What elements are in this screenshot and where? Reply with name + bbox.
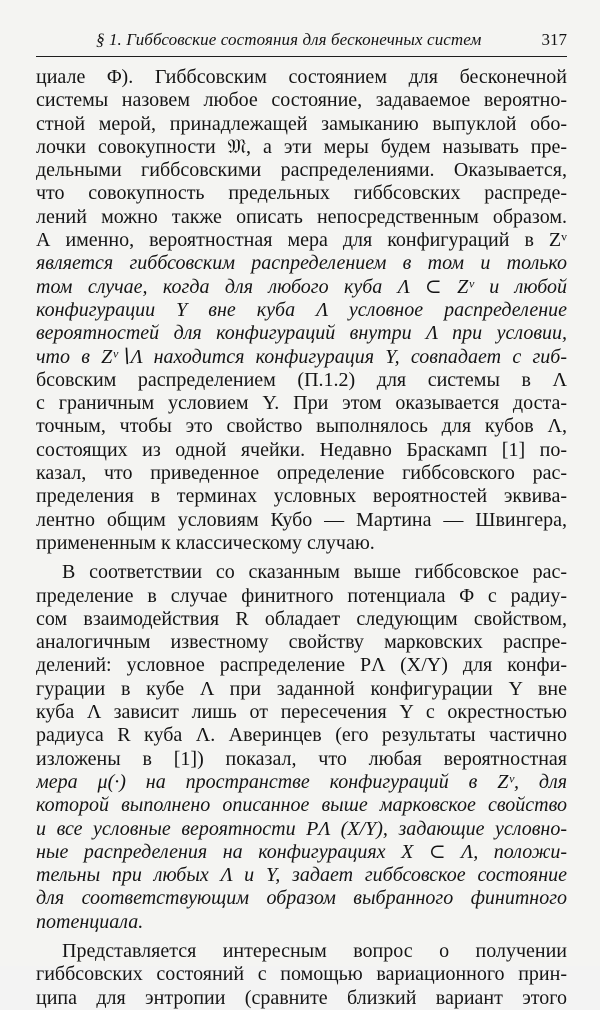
text-line: тельны при любых Λ и Y, задает гиббсовское состояние xyxy=(36,864,567,887)
running-header-title: § 1. Гиббсовские состояния для бесконечных систем xyxy=(96,30,482,49)
text-line: точным, чтобы это свойство выполнялось для кубов Λ, xyxy=(36,415,567,438)
header-rule xyxy=(36,56,567,57)
text-line: вероятностей для конфигураций внутри Λ при условии, xyxy=(36,322,567,345)
text-line: ные распределения на конфигурациях X ⊂ Λ, положи- xyxy=(36,840,567,863)
text-line: сом взаимодействия R обладает следующим свойством, xyxy=(36,607,567,630)
text-line: для соответствующим образом выбранного финитного xyxy=(36,887,567,910)
text-line: которой выполнено описанное выше марковское свойство xyxy=(36,794,567,817)
running-header xyxy=(36,30,567,54)
text-line: потенциала. xyxy=(36,910,144,933)
text-line: что в Zᵛ∖Λ находится конфигурация Y, совпадает с гиб- xyxy=(36,345,567,368)
text-line: Представляется интересным вопрос о получении xyxy=(62,939,567,962)
body-text xyxy=(36,66,567,1010)
text-line: является гиббсовским распределением в том и только xyxy=(36,252,567,275)
text-line: с граничным условием Y. При этом оказывается доста- xyxy=(36,392,567,415)
text-line: бсовским распределением (П.1.2) для системы в Λ xyxy=(36,368,567,391)
text-line: куба Λ зависит лишь от пересечения Y с окрестностью xyxy=(36,701,567,724)
text-line: системы назовем любое состояние, задаваемое вероятно- xyxy=(36,89,567,112)
text-line: гиббсовских состояний с помощью вариационного прин- xyxy=(36,963,567,986)
text-line: и все условные вероятности PΛ (X/Y), задающие условно- xyxy=(36,817,567,840)
text-line: А именно, вероятностная мера для конфигураций в Zᵛ xyxy=(36,229,567,252)
text-line: гурации в кубе Λ при заданной конфигурации Y вне xyxy=(36,677,567,700)
text-line: что совокупность предельных гиббсовских распреде- xyxy=(36,182,567,205)
text-line: В соответствии со сказанным выше гиббсовское рас- xyxy=(62,561,567,584)
text-line: состоящих из одной ячейки. Недавно Браскамп [1] по- xyxy=(36,438,567,461)
text-line: конфигурации Y вне куба Λ условное распределение xyxy=(36,298,567,321)
text-line: делений: условное распределение PΛ (X/Y) для конфи- xyxy=(36,654,567,677)
page-number: 317 xyxy=(541,30,567,49)
text-line: циале Φ). Гиббсовским состоянием для бесконечной xyxy=(36,66,567,88)
text-line: стной мерой, принадлежащей замыканию выпуклой обо- xyxy=(36,112,567,135)
text-line: лентно общим условиям Кубо — Мартина — Швингера, xyxy=(36,508,567,531)
text-line: мера μ(·) на пространстве конфигураций в Zᵛ, для xyxy=(36,770,567,793)
text-line: лений можно также описать непосредственным образом. xyxy=(36,205,567,228)
text-line: дельными гиббсовскими распределениями. Оказывается, xyxy=(36,159,567,182)
text-line: ципа для энтропии (сравните близкий вариант этого xyxy=(36,986,567,1009)
text-line: лочки совокупности 𝔐, а эти меры будем называть пре- xyxy=(36,135,567,158)
text-line: пределение в случае финитного потенциала Φ с радиу- xyxy=(36,584,567,607)
text-line: пределения в терминах условных вероятностей эквива- xyxy=(36,485,567,508)
text-line: примененным к классическому случаю. xyxy=(36,531,375,554)
text-line: том случае, когда для любого куба Λ ⊂ Zᵛ и любой xyxy=(36,275,567,298)
text-line: изложены в [1]) показал, что любая вероятностная xyxy=(36,747,567,770)
text-line: казал, что приведенное определение гиббсовского рас- xyxy=(36,462,567,485)
text-line: радиуса R куба Λ. Аверинцев (его результаты частично xyxy=(36,724,567,747)
text-line: аналогичным известному свойству марковских распре- xyxy=(36,631,567,654)
